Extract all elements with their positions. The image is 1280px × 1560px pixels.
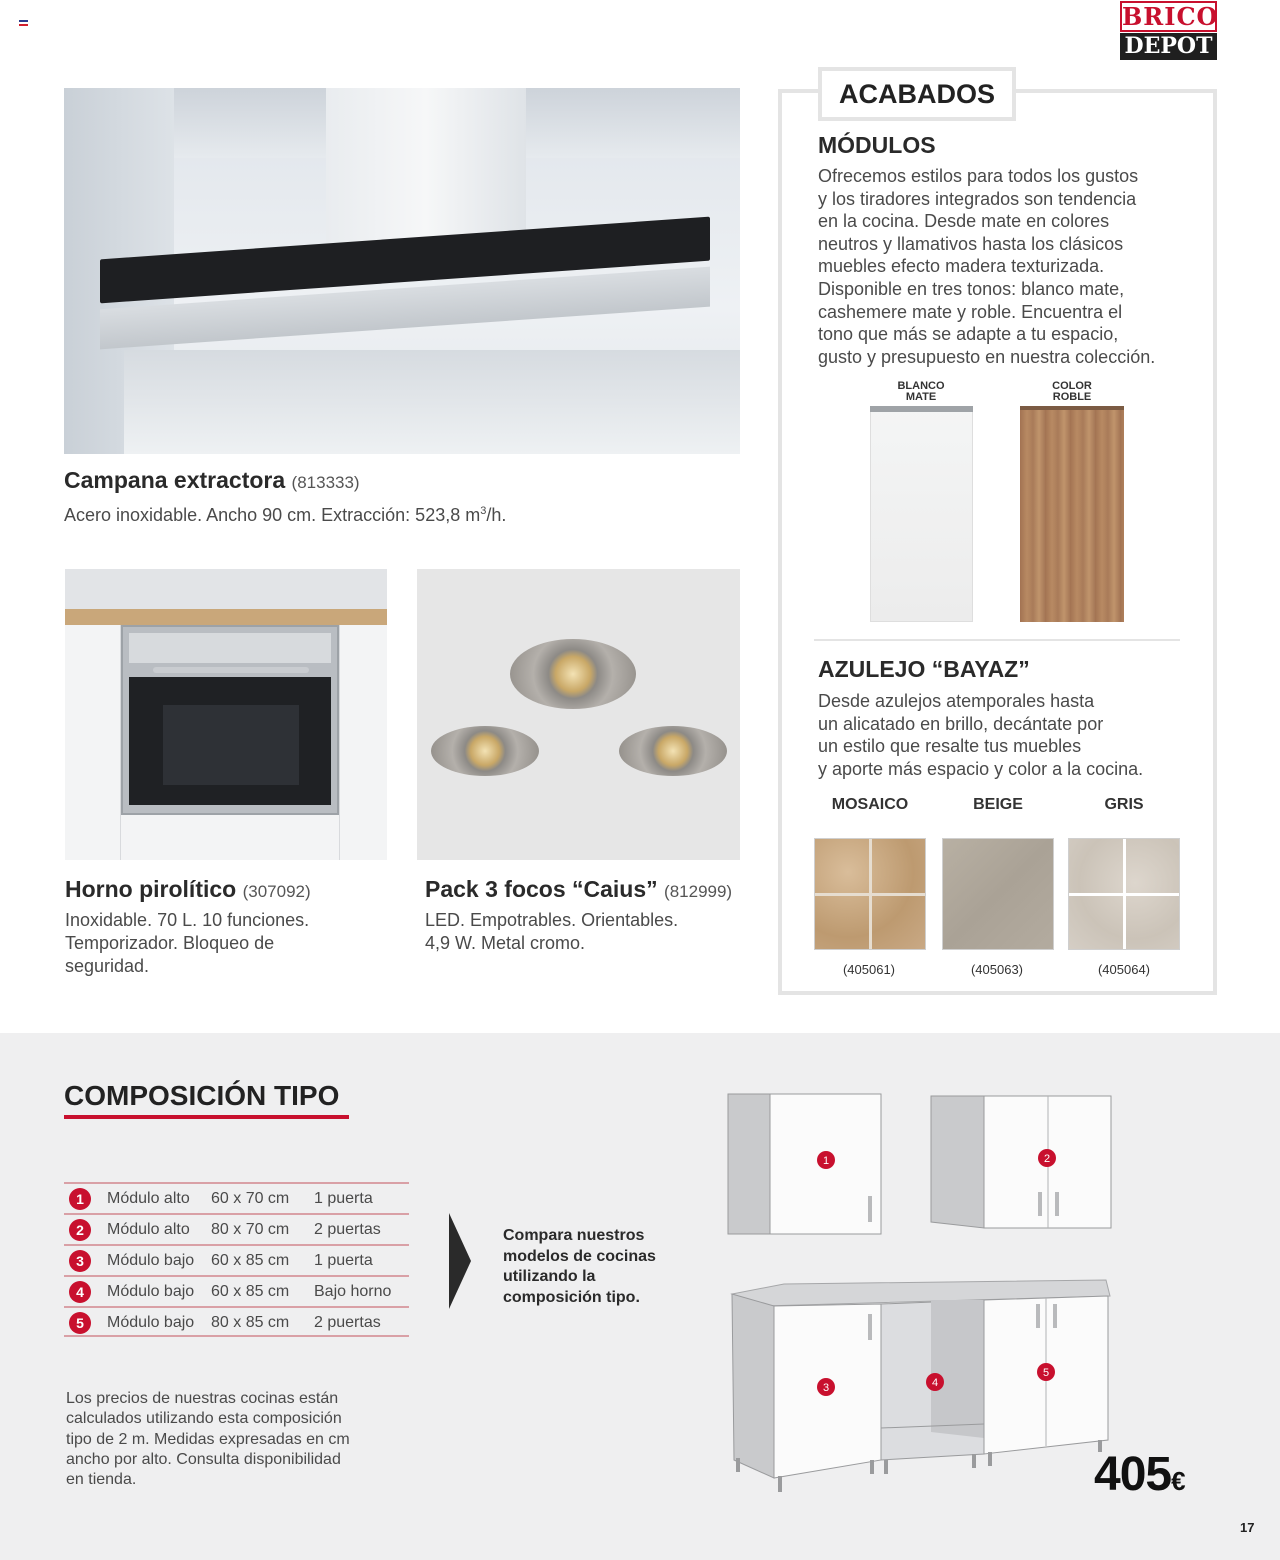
spotlights-photo: [417, 569, 740, 860]
oven-desc-line: Inoxidable. 70 L. 10 funciones.: [65, 910, 310, 930]
hood-desc-sup: 3: [480, 505, 487, 517]
row-number-badge: 3: [69, 1250, 91, 1272]
row-size: 80 x 85 cm: [211, 1314, 290, 1331]
row-number-badge: 1: [69, 1188, 91, 1210]
module-marker-3: [817, 1378, 835, 1396]
composition-row: [64, 1275, 409, 1306]
composition-row: [64, 1244, 409, 1275]
hood-desc-suffix: /h.: [486, 505, 507, 525]
note-line: Los precios de nuestras cocinas están: [66, 1390, 339, 1407]
note-line: calculados utilizando esta composición: [66, 1410, 342, 1428]
module-marker-label: 4: [931, 1377, 939, 1389]
tile-swatch-beige: [942, 838, 1054, 950]
swatch-label-oak: [1031, 381, 1113, 403]
row-size: 60 x 85 cm: [211, 1283, 290, 1300]
tile-swatch-gris: [1068, 838, 1180, 950]
module-marker-label: 3: [822, 1382, 830, 1394]
oven-desc: [65, 909, 395, 978]
spots-code: (812999): [664, 882, 733, 901]
modulos-line: y los tiradores integrados son tendencia: [818, 188, 1137, 209]
tile-name-beige: BEIGE: [973, 796, 1023, 813]
row-detail: 1 puerta: [314, 1252, 373, 1269]
modulos-line: cashemere mate y roble. Encuentra el: [818, 301, 1123, 322]
row-module: Módulo alto: [107, 1190, 190, 1207]
oven-title: [65, 876, 311, 903]
azulejo-line: Desde azulejos atemporales hasta: [818, 691, 1095, 711]
compare-line: modelos de cocinas: [503, 1247, 656, 1265]
modulos-text: [818, 165, 1210, 368]
module-marker-label: 5: [1042, 1367, 1050, 1379]
divider: [814, 639, 1180, 641]
logo-line-2: DEPOT: [1120, 33, 1217, 60]
flag-icon: [19, 20, 28, 26]
row-module: Módulo bajo: [107, 1252, 195, 1269]
row-detail: Bajo horno: [314, 1283, 392, 1300]
row-size: 60 x 70 cm: [211, 1190, 290, 1207]
composicion-title: COMPOSICIÓN TIPO: [64, 1080, 340, 1111]
row-detail: 1 puerta: [314, 1190, 373, 1207]
modulos-line: Disponible en tres tonos: blanco mate,: [818, 278, 1125, 299]
modulos-line: gusto y presupuesto en nuestra colección.: [818, 346, 1156, 367]
row-module: Módulo bajo: [107, 1314, 195, 1331]
compare-text: [503, 1226, 683, 1308]
note-line: tipo de 2 m. Medidas expresadas en cm: [66, 1430, 350, 1448]
module-marker-2: [1038, 1149, 1056, 1167]
arrow-right-icon: [449, 1213, 471, 1309]
brico-depot-logo: [1120, 1, 1217, 58]
row-detail: 2 puertas: [314, 1314, 381, 1331]
modulos-line: Ofrecemos estilos para todos los gustos: [818, 166, 1139, 186]
oven-title-text: Horno pirolítico: [65, 876, 237, 902]
spots-title-text: Pack 3 focos “Caius”: [425, 876, 658, 902]
hood-title: [64, 467, 360, 494]
azulejo-line: y aporte más espacio y color a la cocina.: [818, 758, 1144, 779]
price-currency: €: [1171, 1466, 1185, 1496]
spots-title: [425, 876, 732, 903]
tile-code-gris: (405064): [1097, 962, 1151, 977]
row-number-badge: 5: [69, 1312, 91, 1334]
modulos-title: MÓDULOS: [818, 132, 936, 158]
price-value: 405: [1094, 1448, 1172, 1501]
cabinet-composition-drawing: [724, 1088, 1124, 1498]
tile-code-mosaico: (405061): [842, 962, 896, 977]
tile-name-gris: GRIS: [1104, 796, 1144, 813]
swatch-label-line: ROBLE: [1052, 391, 1092, 403]
swatch-label-line: MATE: [905, 391, 937, 403]
azulejo-line: un estilo que resalte tus muebles: [818, 736, 1082, 757]
note-line: en tienda.: [66, 1471, 137, 1489]
swatch-label-white: [880, 381, 962, 403]
compare-line: utilizando la: [503, 1268, 596, 1285]
upper-cabinet-2: [931, 1096, 1111, 1228]
page-number: 17: [1240, 1520, 1255, 1535]
oven-code: (307092): [242, 882, 311, 901]
modulos-line: en la cocina. Desde mate en colores: [818, 211, 1110, 232]
spots-desc-line: LED. Empotrables. Orientables.: [425, 910, 679, 930]
upper-cabinet-1: [728, 1094, 881, 1234]
module-marker-label: 2: [1043, 1153, 1051, 1165]
pricing-note: [66, 1389, 406, 1490]
modulos-line: muebles efecto madera texturizada.: [818, 256, 1105, 277]
compare-line: composición tipo.: [503, 1288, 640, 1306]
row-module: Módulo bajo: [107, 1283, 195, 1300]
swatch-white-matte: [870, 406, 973, 622]
note-line: ancho por alto. Consulta disponibilidad: [66, 1450, 341, 1468]
swatch-label-line: COLOR: [1052, 380, 1092, 392]
acabados-tab: ACABADOS: [818, 67, 1016, 121]
hood-desc-text: Acero inoxidable. Ancho 90 cm. Extracción: 523,8 m: [64, 505, 481, 525]
module-marker-1: [817, 1151, 835, 1169]
row-detail: 2 puertas: [314, 1221, 381, 1238]
hood-title-text: Campana extractora: [64, 467, 286, 493]
module-marker-4: [926, 1373, 944, 1391]
base-cabinet-3: [732, 1294, 881, 1478]
row-module: Módulo alto: [107, 1221, 190, 1238]
tile-code-beige: (405063): [970, 962, 1024, 977]
price: [1094, 1447, 1185, 1502]
azulejo-line: un alicatado en brillo, decántate por: [818, 713, 1104, 734]
oven-desc-line: seguridad.: [65, 956, 150, 976]
modulos-line: tono que más se adapte a tu espacio,: [818, 324, 1119, 345]
spots-desc: [425, 909, 745, 955]
row-number-badge: 2: [69, 1219, 91, 1241]
module-marker-5: [1037, 1363, 1055, 1381]
logo-line-1: BRICO: [1122, 2, 1219, 31]
oven-photo: [65, 569, 387, 860]
row-size: 80 x 70 cm: [211, 1221, 290, 1238]
azulejo-text: [818, 690, 1210, 780]
composition-row: [64, 1182, 409, 1213]
hood-photo: [64, 88, 740, 454]
oven-desc-line: Temporizador. Bloqueo de: [65, 933, 275, 953]
azulejo-title: AZULEJO “BAYAZ”: [818, 656, 1030, 682]
hood-code: (813333): [291, 473, 360, 492]
compare-line: Compara nuestros: [503, 1227, 645, 1244]
composicion-underline: [64, 1115, 349, 1119]
tile-name-mosaico: MOSAICO: [831, 796, 909, 813]
module-marker-label: 1: [822, 1155, 830, 1167]
spots-desc-line: 4,9 W. Metal cromo.: [425, 933, 586, 953]
swatch-oak: [1020, 406, 1124, 622]
row-number-badge: 4: [69, 1281, 91, 1303]
composition-row: [64, 1306, 409, 1337]
row-size: 60 x 85 cm: [211, 1252, 290, 1269]
swatch-label-line: BLANCO: [897, 380, 945, 392]
composition-row: [64, 1213, 409, 1244]
modulos-line: neutros y llamativos hasta los clásicos: [818, 233, 1124, 254]
hood-desc: [64, 500, 506, 527]
tile-swatch-mosaico: [814, 838, 926, 950]
